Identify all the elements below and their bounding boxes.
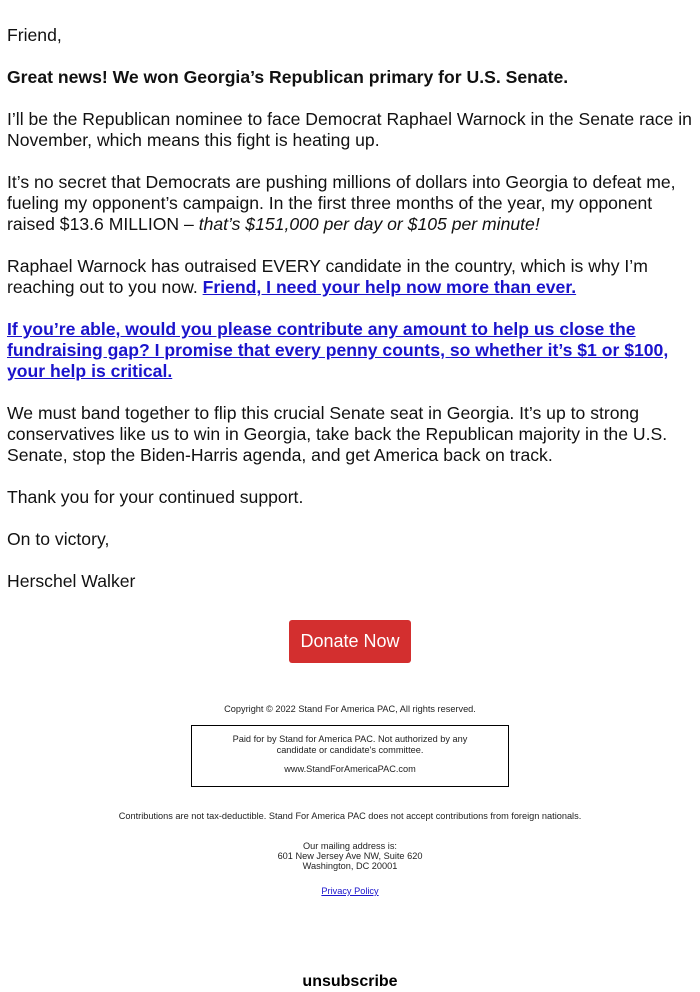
headline: Great news! We won Georgia’s Republican primary for U.S. Senate. [7,67,569,87]
fundraising-emphasis: that’s $151,000 per day or $105 per minute! [198,214,540,234]
paid-for-box [191,725,509,787]
fundraising-text: It’s no secret that Democrats are pushing millions of dollars into Georgia to defeat me, fueling my opponent’s campaign. In the first three months of the year, my opponent raised $13.6 MILLION – [7,172,676,234]
paid-for-line-2: candidate or candidate's committee. [276,745,424,755]
help-link[interactable]: Friend, I need your help now more than ever. [202,277,577,297]
privacy-policy-row [0,886,700,897]
unsubscribe-link[interactable]: unsubscribe [302,973,398,990]
mailing-address-line-1: 601 New Jersey Ave NW, Suite 620 [277,851,423,861]
signature: Herschel Walker [7,571,136,591]
paragraph-band-together: We must band together to flip this crucial Senate seat in Georgia. It’s up to strong conservatives like us to win in Georgia, take back the Republican majority in the U.S. Senate, stop the Biden-Harris agenda, and get America back on track. [7,403,668,465]
paragraph-ask [7,319,695,382]
outraised-text: Raphael Warnock has outraised EVERY candidate in the country, which is why I’m reaching out to you now. [7,256,648,297]
paragraph-nominee: I’ll be the Republican nominee to face Democrat Raphael Warnock in the Senate race in November, which means this fight is heating up. [7,109,692,150]
copyright-text: Copyright © 2022 Stand For America PAC, All rights reserved. [224,704,476,714]
mailing-address-label: Our mailing address is: [303,841,397,851]
thanks-line: Thank you for your continued support. [7,487,304,507]
salutation: Friend, [7,25,62,45]
paid-for-line-1: Paid for by Stand for America PAC. Not authorized by any [232,734,468,744]
contribute-link[interactable]: If you’re able, would you please contribute any amount to help us close the fundraising gap? I promise that every penny counts, so whether it’s $1 or $100, your help is critical. [7,319,669,381]
mailing-address-line-2: Washington, DC 20001 [302,861,398,871]
paragraph-fundraising [7,172,695,235]
privacy-policy-link[interactable]: Privacy Policy [321,886,379,896]
closing-line: On to victory, [7,529,110,549]
donate-now-button[interactable]: Donate Now [289,620,411,663]
contribution-disclaimer: Contributions are not tax-deductible. Stand For America PAC does not accept contributions from foreign nationals. [118,811,582,821]
pac-website: www.StandForAmericaPAC.com [284,764,416,774]
paragraph-outraised [7,256,695,298]
